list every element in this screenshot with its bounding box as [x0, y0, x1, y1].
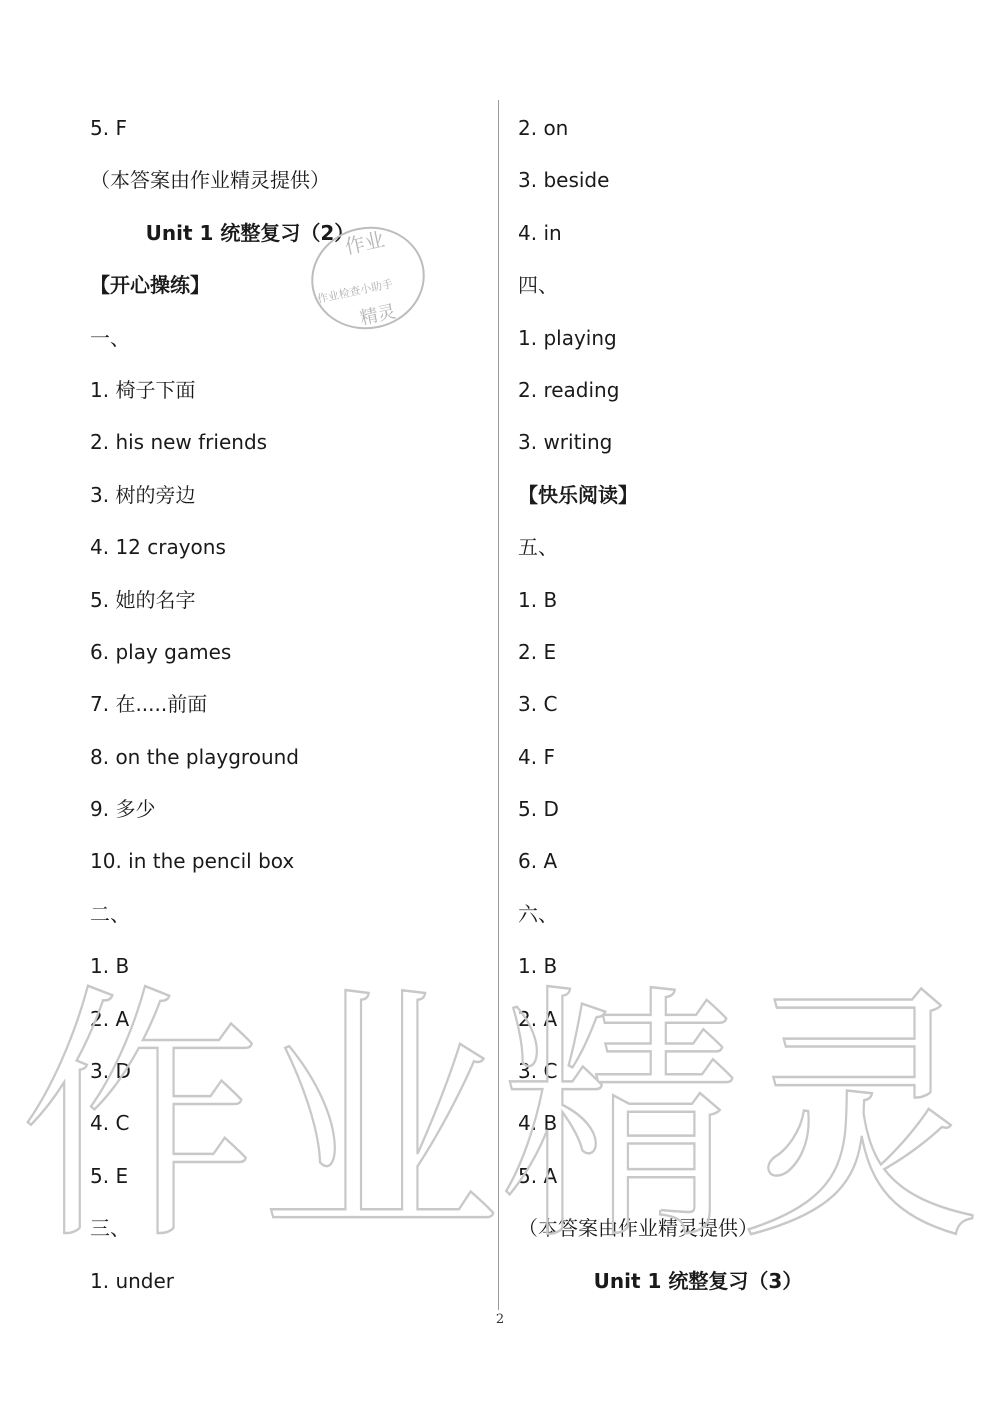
answer-line: 3. D	[90, 1059, 131, 1084]
answer-line: 2. reading	[518, 377, 620, 402]
answer-line: 2. A	[518, 1006, 558, 1031]
right-column	[518, 100, 918, 1305]
left-column	[90, 100, 490, 1305]
answer-line: 1. B	[518, 954, 558, 979]
unit-heading: Unit 1 统整复习（3）	[593, 1268, 803, 1293]
answer-line: 3. 树的旁边	[90, 482, 196, 507]
answer-line: 1. B	[518, 587, 558, 612]
answer-line: 三、	[90, 1216, 130, 1241]
answer-line: 4. in	[518, 220, 562, 245]
answer-line: 1. under	[90, 1268, 175, 1293]
answer-line: 五、	[518, 535, 558, 560]
answer-line: 5. E	[90, 1163, 129, 1188]
answer-line: 5. A	[518, 1163, 558, 1188]
answer-line: 3. beside	[518, 168, 610, 193]
answer-line: 2. on	[518, 116, 569, 140]
answer-line: 3. writing	[518, 430, 613, 455]
answer-line: 一、	[90, 325, 130, 350]
answer-line: 7. 在.....前面	[90, 692, 208, 717]
answer-line: 5. D	[518, 797, 559, 822]
answer-line: （本答案由作业精灵提供）	[518, 1216, 758, 1241]
answer-line: 6. play games	[90, 639, 232, 664]
svg-text:作业: 作业	[342, 227, 387, 259]
page-number: 2	[495, 1312, 505, 1327]
answer-line: 二、	[90, 901, 130, 926]
answer-line: 2. his new friends	[90, 430, 268, 455]
answer-line: 2. E	[518, 639, 557, 664]
answer-line: （本答案由作业精灵提供）	[90, 168, 330, 193]
answer-line: 4. 12 crayons	[90, 535, 226, 560]
answer-line: 8. on the playground	[90, 744, 299, 769]
answer-line: 2. A	[90, 1006, 130, 1031]
answer-line: 3. C	[518, 1059, 558, 1084]
answer-line: 5. 她的名字	[90, 587, 196, 612]
answer-line: 1. B	[90, 954, 130, 979]
svg-text:作业精灵: 作业精灵	[20, 961, 980, 1270]
answer-line: 5. F	[90, 116, 127, 140]
answer-line: 1. 椅子下面	[90, 377, 196, 402]
answer-line: 六、	[518, 901, 558, 926]
answer-line: 4. C	[90, 1111, 130, 1136]
section-title: 【快乐阅读】	[518, 482, 638, 507]
answer-line: 9. 多少	[90, 797, 156, 822]
answer-line: 10. in the pencil box	[90, 849, 295, 874]
answer-line: 4. B	[518, 1111, 558, 1136]
answer-line: 四、	[518, 273, 558, 298]
answer-line: 4. F	[518, 744, 555, 769]
column-divider	[498, 100, 499, 1310]
section-title: 【开心操练】	[90, 273, 210, 298]
answer-line: 1. playing	[518, 325, 617, 350]
answer-line: 3. C	[518, 692, 558, 717]
unit-heading: Unit 1 统整复习（2）	[145, 220, 355, 245]
svg-text:作业检查小助手: 作业检查小助手	[316, 277, 395, 306]
svg-text:精灵: 精灵	[358, 301, 398, 330]
answer-line: 6. A	[518, 849, 558, 874]
